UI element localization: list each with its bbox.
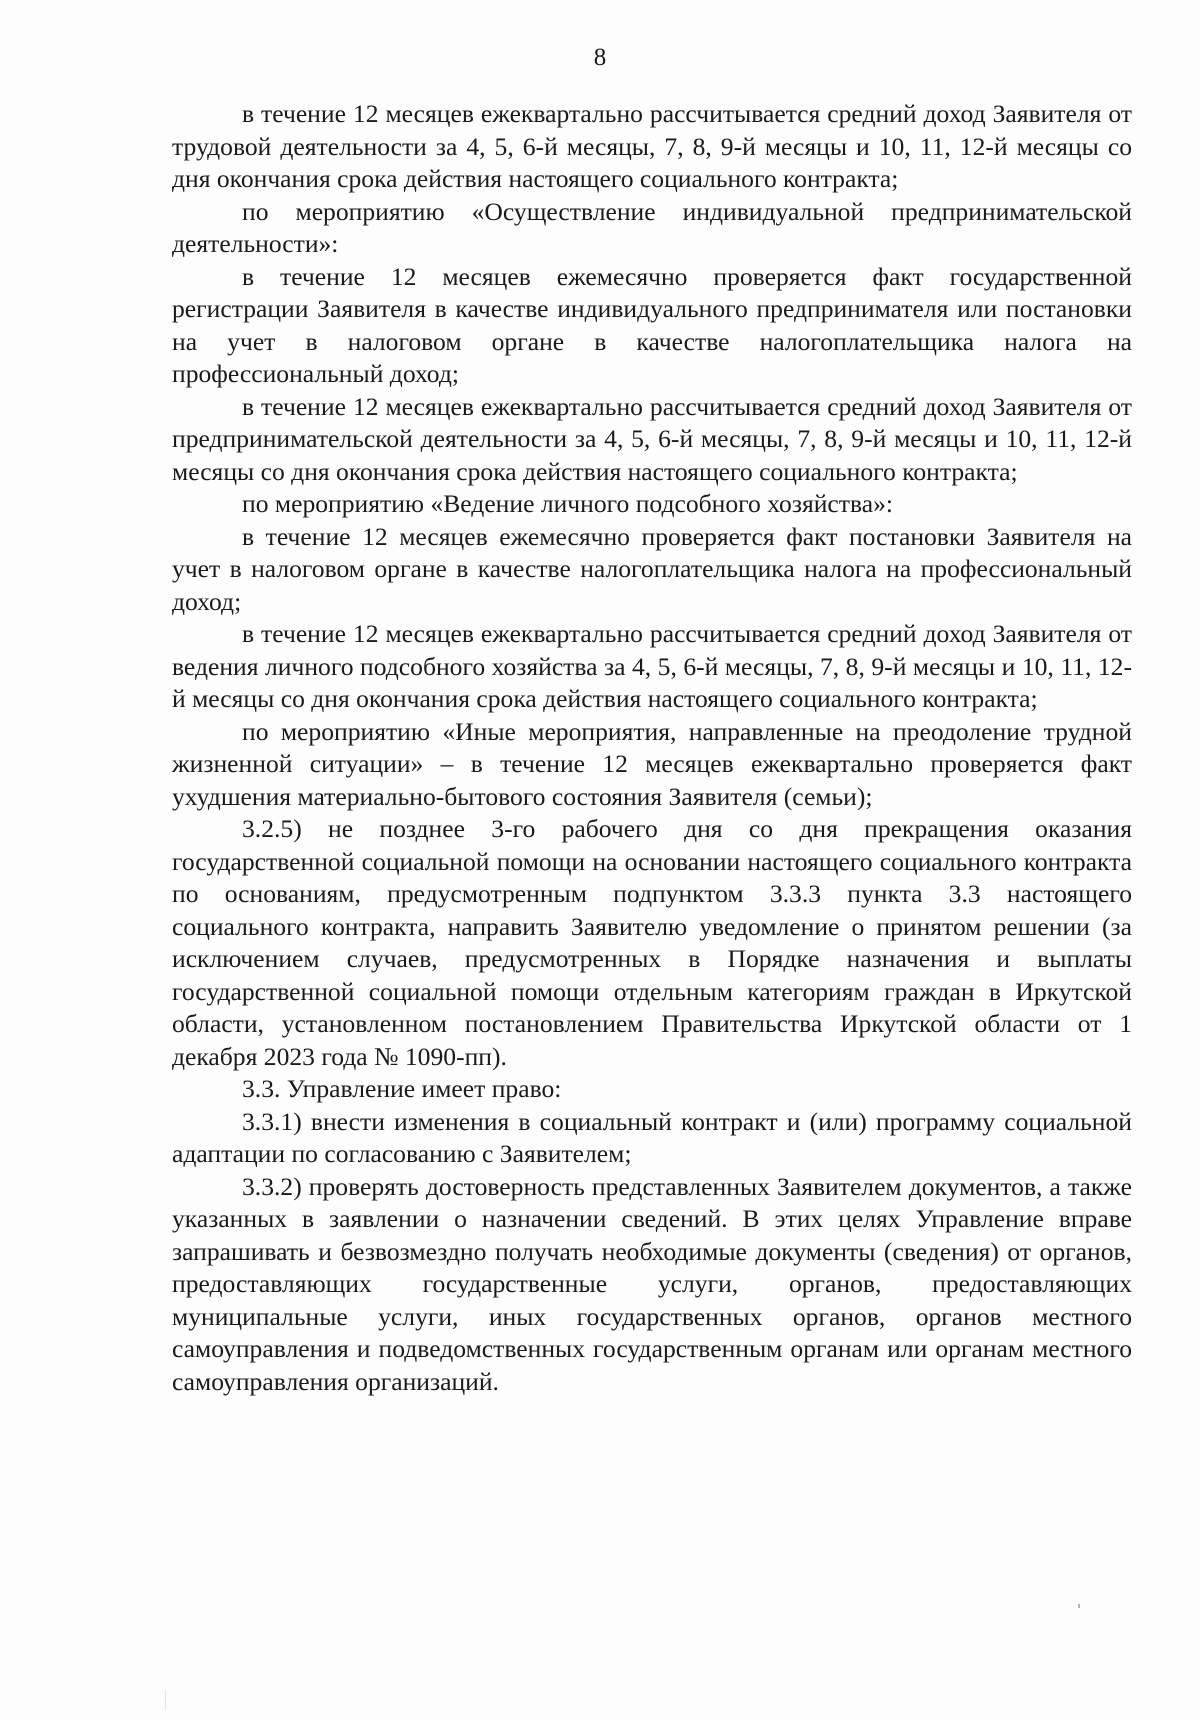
paragraph: в течение 12 месяцев ежеквартально рассчитывается средний доход Заявителя от предпринимательской деятельности за 4, 5, 6-й месяцы, 7, 8, 9-й месяцы и 10, 11, 12-й месяцы со дня окончания срока действия настоящего социального контракта;: [172, 391, 1132, 486]
paragraph: в течение 12 месяцев ежемесячно проверяется факт государственной регистрации Заявителя в качестве индивидуального предпринимателя или постановки на учет в налоговом органе в качестве налогоплательщика налога на профессиональный доход;: [172, 261, 1132, 388]
scan-edge-mark: [165, 1690, 166, 1710]
paragraph: в течение 12 месяцев ежемесячно проверяется факт постановки Заявителя на учет в налоговом органе в качестве налогоплательщика налога на профессиональный доход;: [172, 521, 1132, 616]
paragraph: по мероприятию «Ведение личного подсобного хозяйства»:: [242, 489, 893, 518]
scan-speck: [1078, 1604, 1080, 1608]
paragraph: 3.3. Управление имеет право:: [242, 1074, 562, 1103]
paragraph: в течение 12 месяцев ежеквартально рассчитывается средний доход Заявителя от ведения личного подсобного хозяйства за 4, 5, 6-й месяцы, 7, 8, 9-й месяцы и 10, 11, 12-й месяцы со дня окончания срока действия настоящего социального контракта;: [172, 619, 1132, 713]
paragraph: 3.3.2) проверять достоверность представленных Заявителем документов, а также указанных в заявлении о назначении сведений. В этих целях Управление вправе запрашивать и безвозмездно получать необходимые документы (сведения) от органов, предоставляющих государственные услуги, органов, предоставляющих муниципальные услуги, иных государственных органов, органов местного самоуправления и подведомственных государственным органам или органам местного самоуправления организаций.: [172, 1171, 1132, 1396]
paragraph: по мероприятию «Осуществление индивидуальной предпринимательской деятельности»:: [172, 196, 1132, 258]
paragraph: 3.3.1) внести изменения в социальный контракт и (или) программу социальной адаптации по согласованию с Заявителем;: [172, 1106, 1132, 1168]
page-number: 8: [593, 44, 607, 71]
paragraph: 3.2.5) не позднее 3-го рабочего дня со дня прекращения оказания государственной социальной помощи на основании настоящего социального контракта по основаниям, предусмотренным подпунктом 3.3.3 пункта 3.3 настоящего социального контракта, направить Заявителю уведомление о принятом решении (за исключением случаев, предусмотренных в Порядке назначения и выплаты государственной социальной помощи отдельным категориям граждан в Иркутской области, установленном постановлением Правительства Иркутской области от 1 декабря 2023 года № 1090-пп).: [172, 814, 1132, 1071]
paragraph: в течение 12 месяцев ежеквартально рассчитывается средний доход Заявителя от трудовой деятельности за 4, 5, 6-й месяцы, 7, 8, 9-й месяцы и 10, 11, 12-й месяцы со дня окончания срока действия настоящего социального контракта;: [172, 99, 1132, 193]
paragraph: по мероприятию «Иные мероприятия, направленные на преодоление трудной жизненной ситуации» – в течение 12 месяцев ежеквартально проверяется факт ухудшения материально-бытового состояния Заявителя (семьи);: [172, 716, 1132, 811]
document-body: [172, 98, 1132, 1398]
